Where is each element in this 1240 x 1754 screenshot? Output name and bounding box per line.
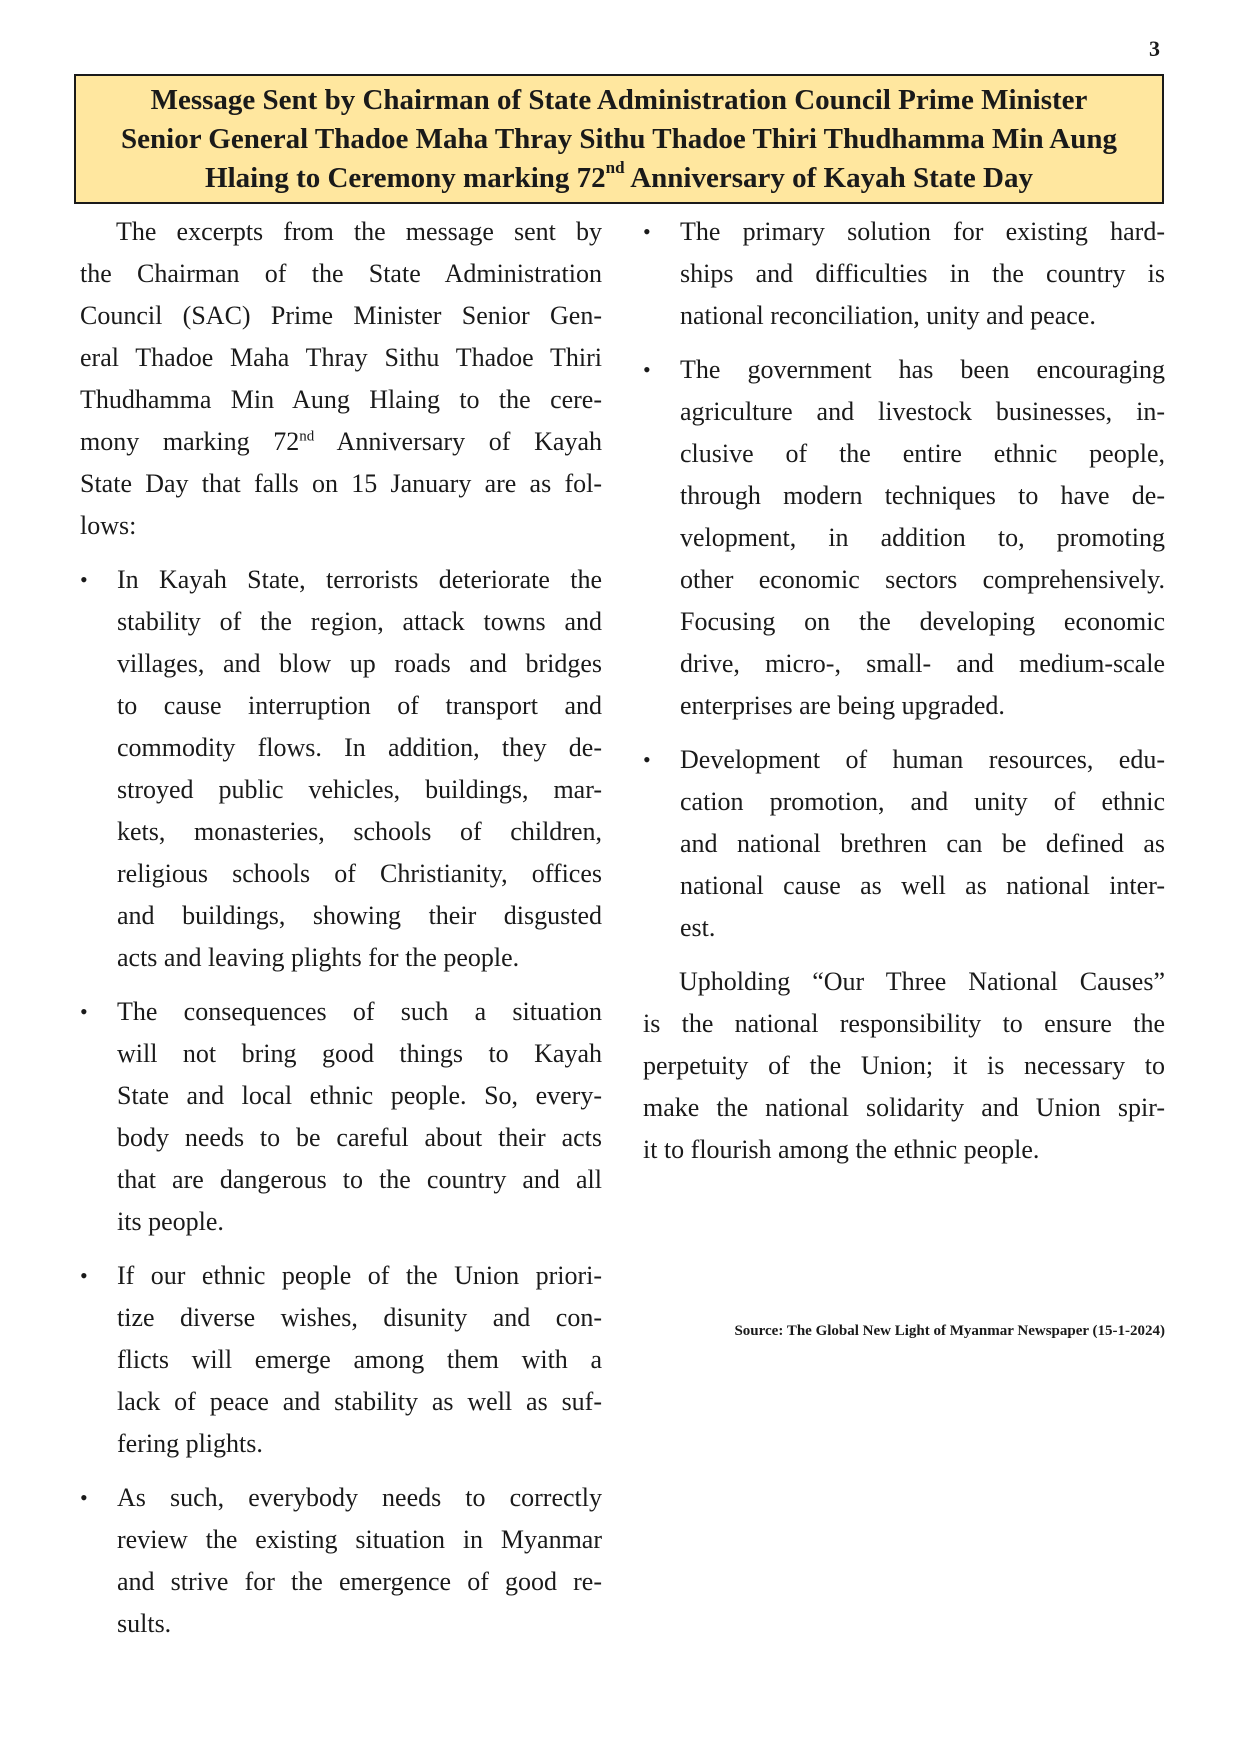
bullet-icon: • [643,747,651,772]
list-item-line: other economic sectors comprehensively. [680,565,1165,594]
title-line-2: Senior General Thadoe Maha Thray Sithu Thadoe Thiri Thudhamma Min Aung [121,122,1117,155]
list-item-line: The consequences of such a situation [117,997,602,1026]
list-item-line: and buildings, showing their disgusted [117,901,602,930]
list-item-line: national reconciliation, unity and peace. [680,301,1096,330]
intro-line-start: mony marking 72 [80,427,300,456]
list-item-line: State and local ethnic people. So, every- [117,1081,602,1110]
title-line-3-start: Hlaing to Ceremony marking 72 [205,161,606,194]
list-item-line: drive, micro-, small- and medium-scale [680,649,1165,678]
list-item-line: If our ethnic people of the Union priori- [117,1261,602,1290]
intro-line: Thudhamma Min Aung Hlaing to the cere- [80,385,602,414]
list-item [643,211,1165,337]
intro-line [80,421,602,463]
list-item-line: review the existing situation in Myanmar [117,1525,602,1554]
list-item [80,1255,602,1465]
page-number: 3 [1149,36,1160,61]
list-item-line: will not bring good things to Kayah [117,1039,602,1068]
list-item-line: acts and leaving plights for the people. [117,943,520,972]
list-item [643,739,1165,949]
list-item-line: The government has been encouraging [680,355,1165,384]
list-item [80,991,602,1243]
title-line-3-end: Anniversary of Kayah State Day [624,161,1033,194]
list-item-line: fering plights. [117,1429,263,1458]
intro-paragraph [80,211,602,547]
closing-line: make the national solidarity and Union spir- [643,1093,1165,1122]
list-item-line: enterprises are being upgraded. [680,691,1005,720]
list-item-line: lack of peace and stability as well as suf- [117,1387,602,1416]
list-item-line: clusive of the entire ethnic people, [680,439,1165,468]
left-column [80,211,602,1645]
right-column [643,211,1165,1171]
bullet-icon: • [643,357,651,382]
closing-line: is the national responsibility to ensure the [643,1009,1165,1038]
list-item [643,349,1165,727]
list-item-line: to cause interruption of transport and [117,691,602,720]
intro-line: eral Thadoe Maha Thray Sithu Thadoe Thiri [80,343,602,372]
list-item [80,559,602,979]
list-item-line: cation promotion, and unity of ethnic [680,787,1165,816]
left-bullet-list [80,559,602,1645]
bullet-icon: • [643,219,651,244]
list-item-line: stroyed public vehicles, buildings, mar- [117,775,602,804]
intro-line: Council (SAC) Prime Minister Senior Gen- [80,301,602,330]
list-item-line: sults. [117,1609,172,1638]
closing-paragraph [643,961,1165,1171]
bullet-icon: • [80,1485,88,1510]
list-item-line: that are dangerous to the country and all [117,1165,602,1194]
list-item-line: stability of the region, attack towns and [117,607,602,636]
list-item-line: and strive for the emergence of good re- [117,1567,602,1596]
list-item-line: velopment, in addition to, promoting [680,523,1165,552]
list-item-line: tize diverse wishes, disunity and con- [117,1303,602,1332]
closing-line: Upholding “Our Three National Causes” [679,967,1165,996]
title-ordinal-suffix: nd [605,157,625,177]
intro-ordinal-suffix: nd [299,428,315,445]
right-bullet-list [643,211,1165,949]
list-item-line: As such, everybody needs to correctly [117,1483,602,1512]
list-item-line: religious schools of Christianity, offices [117,859,602,888]
bullet-icon: • [80,999,88,1024]
intro-line: lows: [80,511,137,540]
source-credit: Source: The Global New Light of Myanmar Newspaper (15-1-2024) [734,1323,1165,1339]
closing-line: perpetuity of the Union; it is necessary to [643,1051,1165,1080]
list-item-line: flicts will emerge among them with a [117,1345,602,1374]
list-item-line: its people. [117,1207,224,1236]
intro-line-end: Anniversary of Kayah [314,427,602,456]
bullet-icon: • [80,1263,88,1288]
list-item-line: body needs to be careful about their acts [117,1123,602,1152]
title-line-3 [205,159,1033,198]
list-item [80,1477,602,1645]
list-item-line: In Kayah State, terrorists deteriorate the [117,565,602,594]
intro-line: State Day that falls on 15 January are as fol- [80,469,602,498]
list-item-line: ships and difficulties in the country is [680,259,1165,288]
list-item-line: est. [680,913,716,942]
bullet-icon: • [80,567,88,592]
title-box [74,74,1164,204]
list-item-line: and national brethren can be defined as [680,829,1165,858]
list-item-line: commodity flows. In addition, they de- [117,733,602,762]
list-item-line: agriculture and livestock businesses, in- [680,397,1165,426]
intro-line: The excerpts from the message sent by [116,217,602,246]
title-line-1: Message Sent by Chairman of State Administration Council Prime Minister [150,83,1088,116]
list-item-line: kets, monasteries, schools of children, [117,817,602,846]
list-item-line: national cause as well as national inter- [680,871,1165,900]
list-item-line: Development of human resources, edu- [680,745,1165,774]
intro-line: the Chairman of the State Administration [80,259,602,288]
list-item-line: through modern techniques to have de- [680,481,1165,510]
list-item-line: Focusing on the developing economic [680,607,1165,636]
list-item-line: villages, and blow up roads and bridges [117,649,602,678]
closing-line: it to flourish among the ethnic people. [643,1135,1040,1164]
list-item-line: The primary solution for existing hard- [680,217,1165,246]
